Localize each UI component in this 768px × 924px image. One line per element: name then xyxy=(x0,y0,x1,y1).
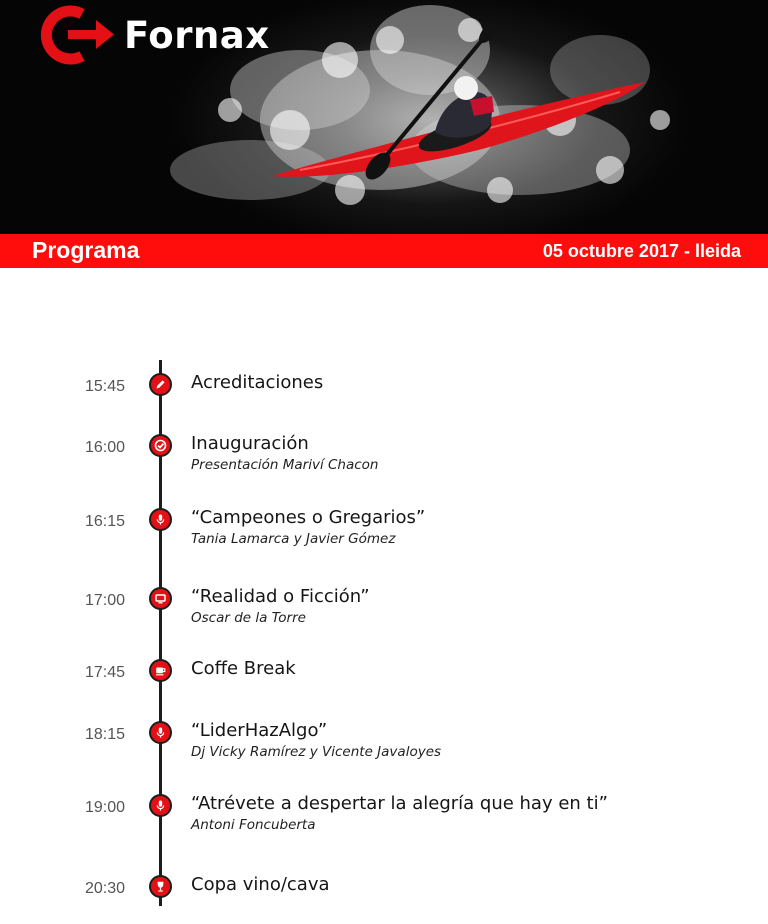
pencil-icon xyxy=(149,373,172,396)
item-time: 16:00 xyxy=(84,439,125,456)
program-title: Programa xyxy=(32,237,140,263)
item-speaker: Dj Vicky Ramírez y Vicente Javaloyes xyxy=(191,744,442,760)
item-time: 19:00 xyxy=(84,799,125,816)
item-time: 16:15 xyxy=(84,513,125,530)
item-title: “Realidad o Ficción” xyxy=(191,586,370,607)
check-icon xyxy=(149,434,172,457)
brand-name: Fornax xyxy=(124,13,270,57)
item-title: “Campeones o Gregarios” xyxy=(191,507,426,528)
schedule-item-inauguration xyxy=(0,433,768,483)
item-time: 17:00 xyxy=(84,592,125,609)
screen-icon xyxy=(149,587,172,610)
wine-glass-icon xyxy=(149,875,172,898)
item-title: Acreditaciones xyxy=(191,372,324,393)
hero-image xyxy=(0,0,768,234)
schedule-item-coffee-break xyxy=(0,658,768,708)
schedule-item-campeones xyxy=(0,507,768,557)
item-time: 20:30 xyxy=(84,880,125,897)
item-title: “LiderHazAlgo” xyxy=(191,720,328,741)
item-title: Inauguración xyxy=(191,433,309,454)
microphone-icon xyxy=(149,508,172,531)
microphone-icon xyxy=(149,721,172,744)
item-speaker: Antoni Foncuberta xyxy=(191,817,316,833)
item-time: 17:45 xyxy=(84,664,125,681)
schedule-item-realidad xyxy=(0,586,768,636)
schedule-item-accreditations xyxy=(0,372,768,422)
coffee-cup-icon xyxy=(149,659,172,682)
item-title: Coffe Break xyxy=(191,658,296,679)
item-title: Copa vino/cava xyxy=(191,874,330,895)
microphone-icon xyxy=(149,794,172,817)
item-time: 18:15 xyxy=(84,726,125,743)
schedule-item-atrevete xyxy=(0,793,768,843)
brand-logo xyxy=(38,4,270,66)
event-date-location: 05 octubre 2017 - lleida xyxy=(542,241,741,261)
fornax-logo-icon xyxy=(38,4,116,66)
item-speaker: Tania Lamarca y Javier Gómez xyxy=(191,531,396,547)
item-title: “Atrévete a despertar la alegría que hay en ti” xyxy=(191,793,608,814)
item-time: 15:45 xyxy=(84,378,125,395)
item-speaker: Presentación Mariví Chacon xyxy=(191,457,379,473)
schedule-item-copa-vino xyxy=(0,874,768,924)
schedule-item-liderhazalgo xyxy=(0,720,768,770)
item-speaker: Oscar de la Torre xyxy=(191,610,306,626)
program-header-band xyxy=(0,234,768,268)
